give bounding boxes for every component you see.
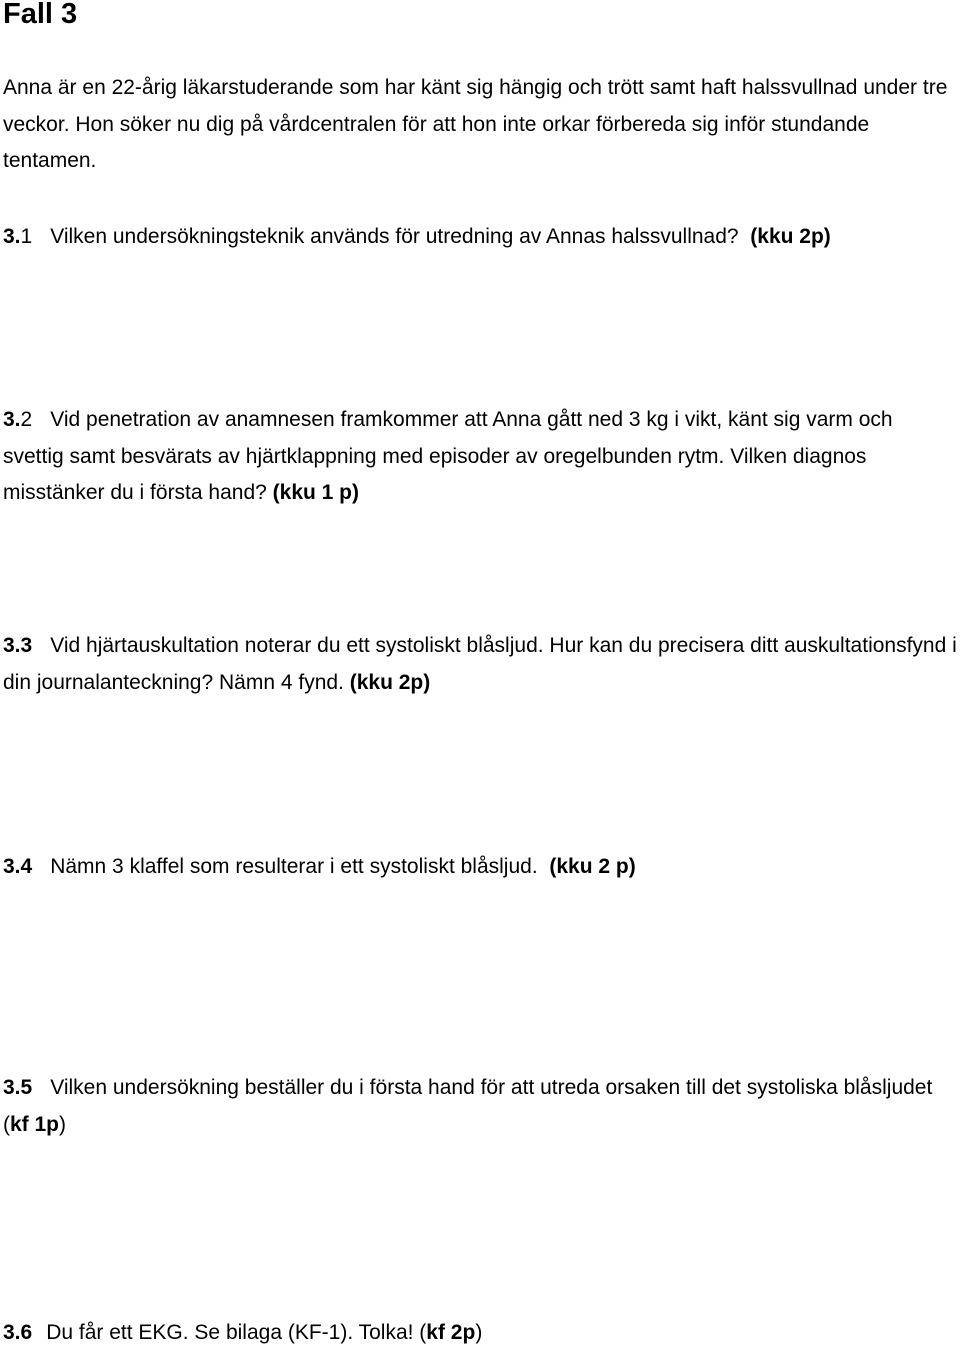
question-3-4: [3, 849, 958, 886]
question-text: Vid hjärtauskultation noterar du ett systoliskt blåsljud. Hur kan du precisera ditt auskultationsfynd i din journalanteckning? Nämn 4 fynd.: [3, 634, 957, 694]
question-number: 3.3: [3, 634, 33, 657]
question-points: (kku 2p): [349, 670, 431, 694]
question-text: Vid penetration av anamnesen framkommer att Anna gått ned 3 kg i vikt, känt sig varm och svettig samt besvärats av hjärtklappning med episoder av oregelbunden rytm. Vilken diagnos misstänker du i första hand?: [3, 408, 893, 504]
question-text: Vilken undersökning beställer du i första hand för att utreda orsaken till det systoliska blåsljudet (: [3, 1076, 933, 1136]
question-number: 3.2: [3, 408, 33, 431]
question-points: (kku 2p): [750, 225, 831, 248]
question-points: kf 2p: [426, 1321, 476, 1344]
question-number: 3.6: [3, 1321, 33, 1344]
question-points: (kku 1 p): [272, 481, 360, 504]
question-3-6: 3.6 Du får ett EKG. Se bilaga (KF-1). Tolka! (kf 2p): [3, 1321, 483, 1344]
question-number: 3.5: [3, 1076, 33, 1099]
question-3-3: [3, 628, 958, 701]
question-text: Vilken undersökningsteknik används för utredning av Annas halssvullnad?: [50, 225, 739, 248]
question-text: Du får ett EKG. Se bilaga (KF-1). Tolka! (: [46, 1321, 427, 1344]
question-number: 3.4: [3, 855, 33, 878]
question-number: 3.1: [3, 225, 33, 248]
case-title: Fall 3: [3, 0, 78, 30]
question-points: kf 1p: [10, 1112, 60, 1136]
question-3-5: 3.5 Vilken undersökning beställer du i första hand för att utreda orsaken till det systoliska blåsljudet (kf 1p): [3, 1076, 933, 1136]
case-intro: Anna är en 22-årig läkarstuderande som har känt sig hängig och trött samt haft halssvullnad under tre veckor. Hon söker nu dig på vårdcentralen för att hon inte orkar förbereda sig inför stundande tentamen.: [3, 76, 948, 172]
question-3-1: [3, 219, 958, 256]
question-points: (kku 2 p): [549, 855, 636, 878]
question-3-2: [3, 402, 958, 512]
question-text: Nämn 3 klaffel som resulterar i ett systoliskt blåsljud.: [50, 855, 538, 878]
